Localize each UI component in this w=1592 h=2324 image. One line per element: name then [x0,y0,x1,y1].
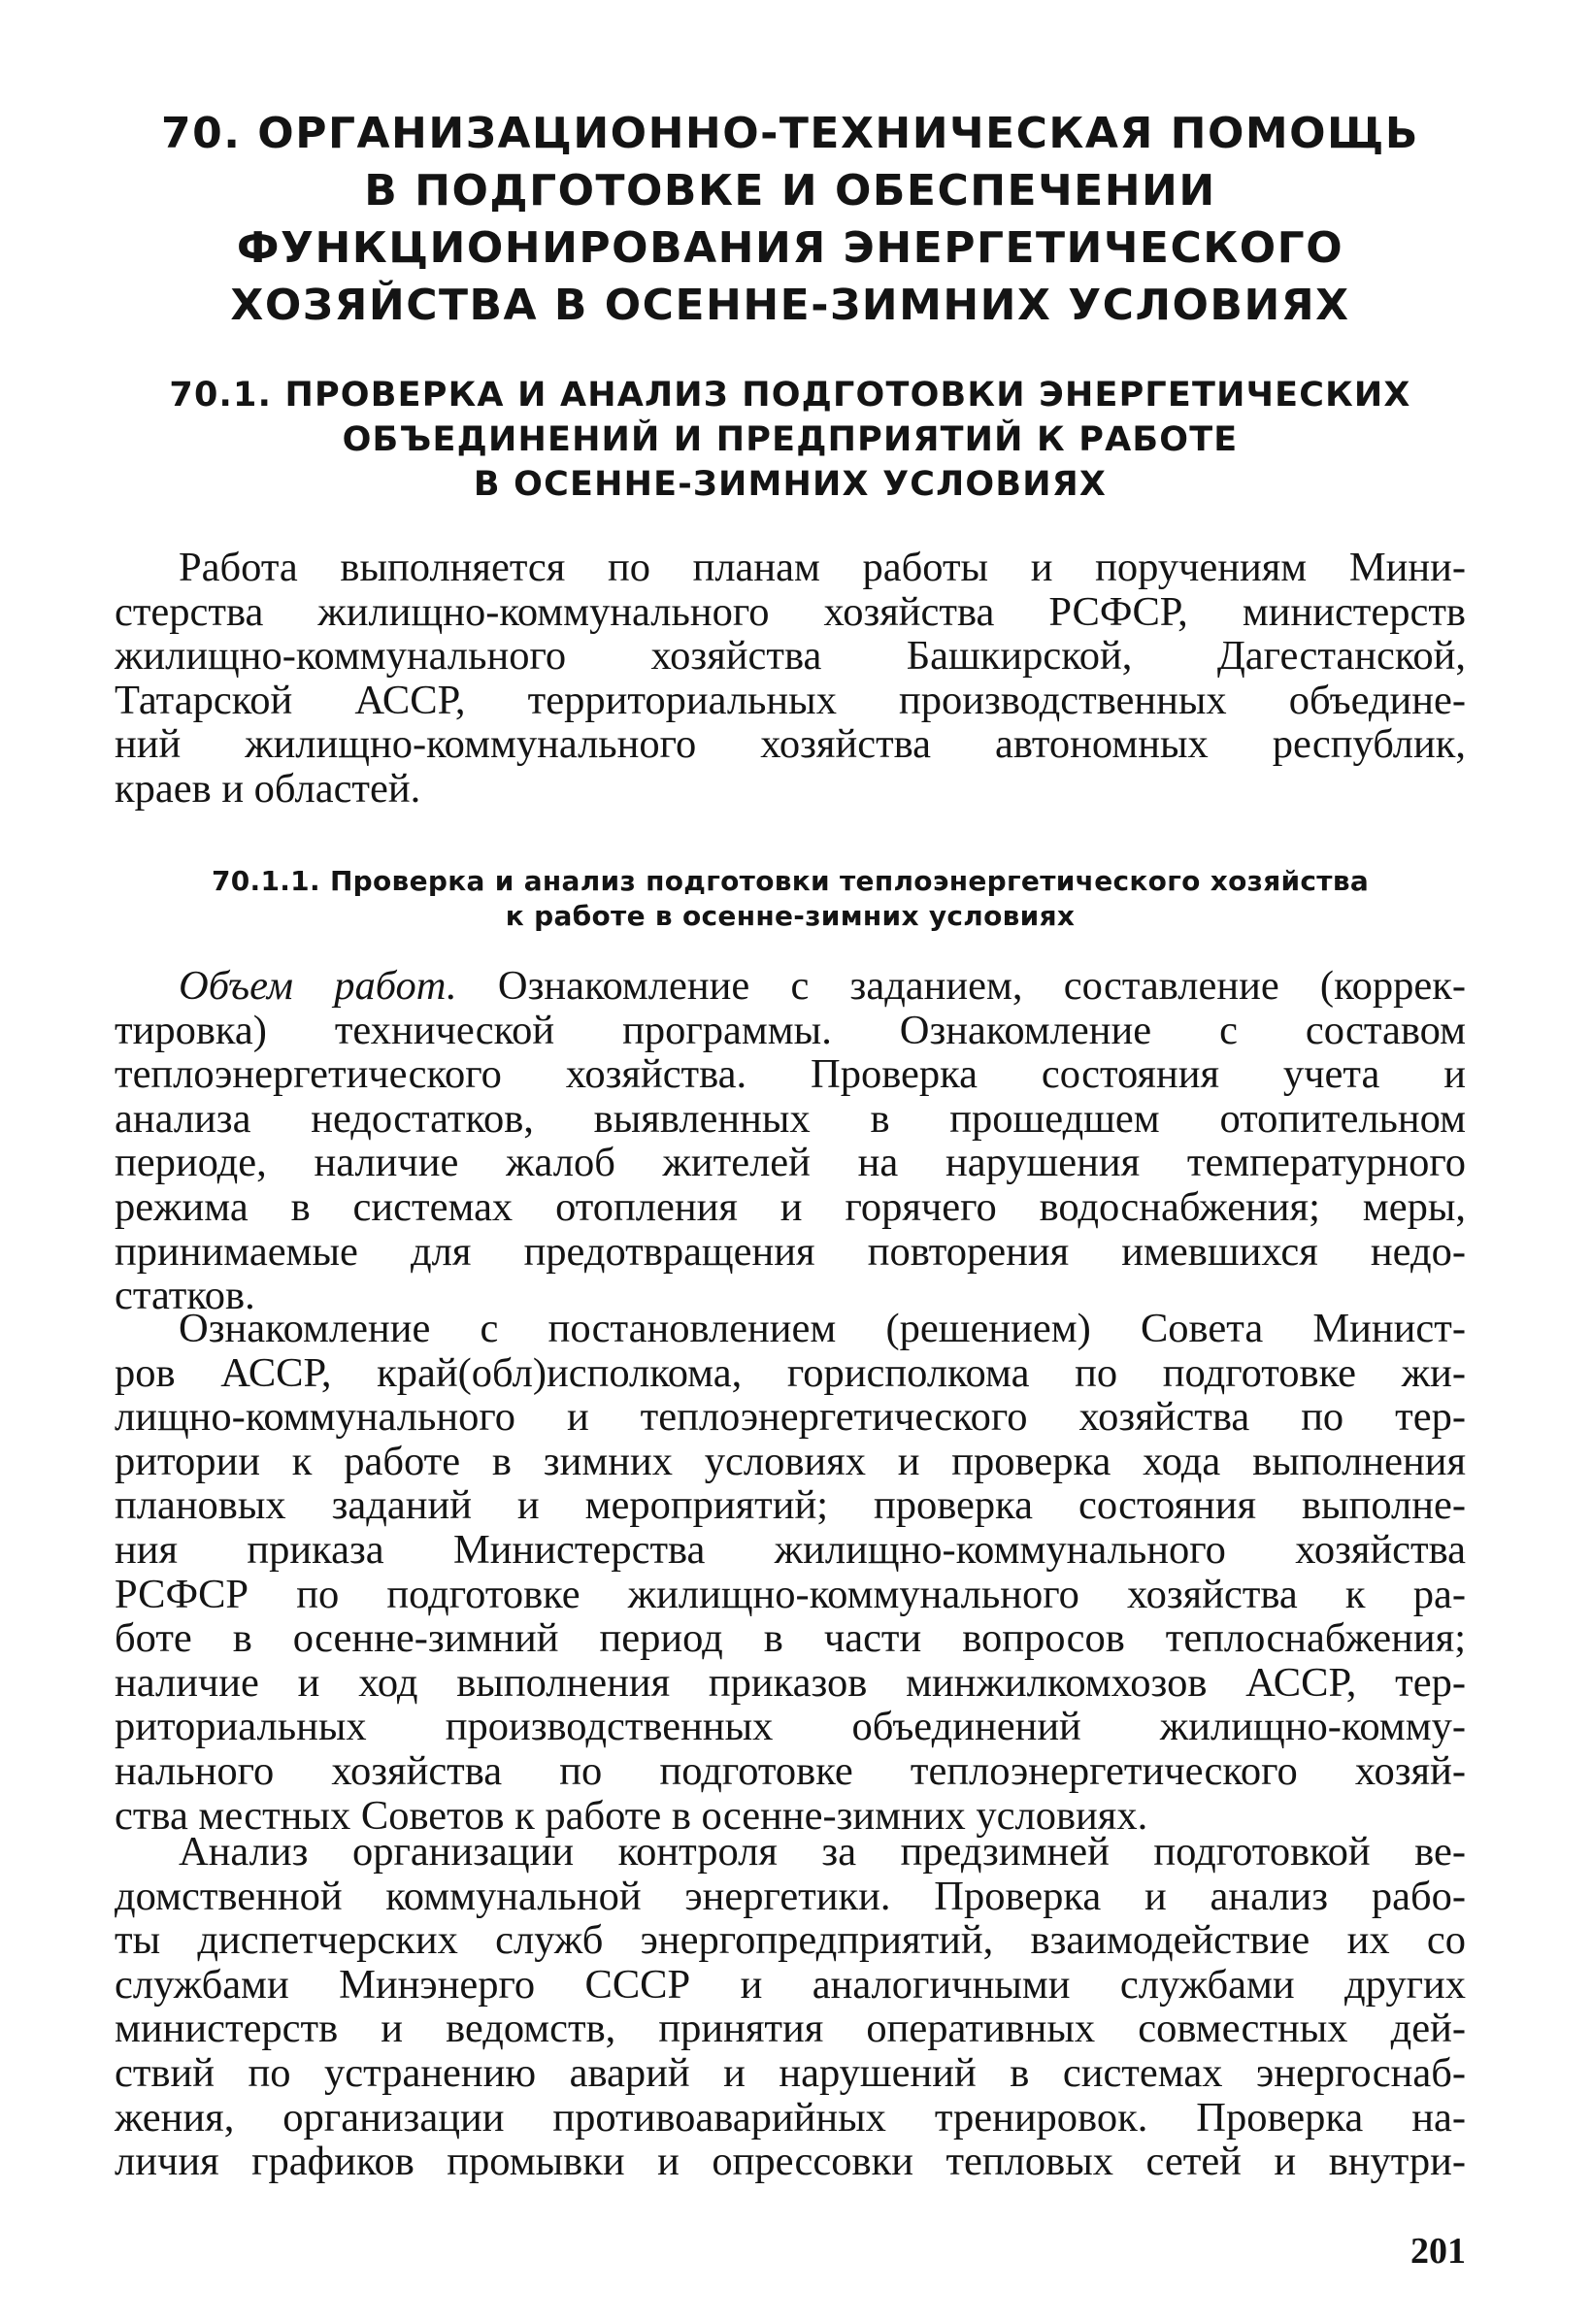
text-line: статков. [115,1273,255,1319]
text-line: ты диспетчерских служб энергопредприятий, взаимодействие их со [115,1917,1466,1964]
text-line: ства местных Советов к работе в осенне-зимних условиях. [115,1792,1148,1839]
scope-lead-label: Объем работ. [179,963,457,1009]
text-line: режима в системах отопления и горячего водоснабжения; меры, [115,1183,1466,1230]
text-line: принимаемые для предотвращения повторения имевшихся недо- [115,1228,1466,1275]
section-title-line: В ПОДГОТОВКЕ И ОБЕСПЕЧЕНИИ [364,166,1216,216]
text-line: ров АССР, край(обл)исполкома, горисполкома по подготовке жи- [115,1349,1466,1396]
subsubsection-title-line: к работе в осенне-зимних условиях [505,900,1076,932]
text-line: министерств и ведомств, принятия оперативных совместных дей- [115,2006,1466,2052]
text-line: РСФСР по подготовке жилищно-коммунального хозяйства к ра- [115,1571,1466,1617]
text-line: нального хозяйства по подготовке теплоэнергетического хозяй- [115,1747,1466,1794]
page-number: 201 [1410,2231,1466,2272]
text-line: Татарской АССР, территориальных производственных объедине- [115,677,1466,723]
text-line: службами Минэнерго СССР и аналогичными службами других [115,1961,1466,2008]
document-page [115,0,1466,2324]
text-line: ний жилищно-коммунального хозяйства автономных республик, [115,721,1466,768]
text-line: тировка) технической программы. Ознакомление с составом [115,1007,1466,1053]
text-line: Работа выполняется по планам работы и поручениям Мини- [179,545,1466,590]
text-line: ствий по устранению аварий и нарушений в системах энергоснаб- [115,2049,1466,2096]
text-line: личия графиков промывки и опрессовки тепловых сетей и внутри- [115,2139,1466,2185]
subsection-title-line: ОБЪЕДИНЕНИЙ И ПРЕДПРИЯТИЙ К РАБОТЕ [342,420,1239,459]
intro-paragraph [115,546,1466,812]
section-title-line: ФУНКЦИОНИРОВАНИЯ ЭНЕРГЕТИЧЕСКОГО [236,223,1344,273]
section-title [115,105,1466,334]
text-line: наличие и ход выполнения приказов минжилкомхозов АССР, тер- [115,1659,1466,1706]
text-line: жилищно-коммунального хозяйства Башкирской, Дагестанской, [115,633,1466,680]
text-line: краев и областей. [115,765,421,812]
subsection-title-line: 70.1. ПРОВЕРКА И АНАЛИЗ ПОДГОТОВКИ ЭНЕРГЕТИЧЕСКИХ [169,376,1411,415]
text-fragment: Ознакомление с заданием, составление (коррек- [456,963,1466,1009]
text-line: периоде, наличие жалоб жителей на нарушения температурного [115,1140,1466,1186]
body-paragraph [115,1307,1466,1838]
text-line: анализа недостатков, выявленных в прошедшем отопительном [115,1095,1466,1142]
scope-paragraph [115,964,1466,1318]
text-line [115,964,1466,1009]
text-line: стерства жилищно-коммунального хозяйства РСФСР, министерств [115,588,1466,635]
text-line: плановых заданий и мероприятий; проверка состояния выполне- [115,1482,1466,1529]
text-line: риториальных производственных объединений жилищно-комму- [115,1704,1466,1750]
subsubsection-title [115,864,1466,934]
section-title-line: 70. ОРГАНИЗАЦИОННО-ТЕХНИЧЕСКАЯ ПОМОЩЬ [161,109,1419,158]
text-line: боте в осенне-зимний период в части вопросов теплоснабжения; [115,1615,1466,1662]
text-line: теплоэнергетического хозяйства. Проверка состояния учета и [115,1051,1466,1098]
subsection-title [115,373,1466,507]
subsubsection-title-line: 70.1.1. Проверка и анализ подготовки теплоэнергетического хозяйства [211,865,1370,897]
text-line: Анализ организации контроля за предзимней подготовкой ве- [179,1829,1466,1875]
body-paragraph [115,1830,1466,2184]
subsection-title-line: В ОСЕННЕ-ЗИМНИХ УСЛОВИЯХ [473,465,1108,504]
text-line: ния приказа Министерства жилищно-коммунального хозяйства [115,1526,1466,1573]
text-line: домственной коммунальной энергетики. Проверка и анализ рабо- [115,1873,1466,1919]
text-line: лищно-коммунального и теплоэнергетического хозяйства по тер- [115,1394,1466,1441]
section-title-line: ХОЗЯЙСТВА В ОСЕННЕ-ЗИМНИХ УСЛОВИЯХ [230,281,1350,330]
text-line: Ознакомление с постановлением (решением) Совета Минист- [179,1306,1466,1351]
text-line: ритории к работе в зимних условиях и проверка хода выполнения [115,1438,1466,1484]
text-line: жения, организации противоаварийных тренировок. Проверка на- [115,2094,1466,2141]
